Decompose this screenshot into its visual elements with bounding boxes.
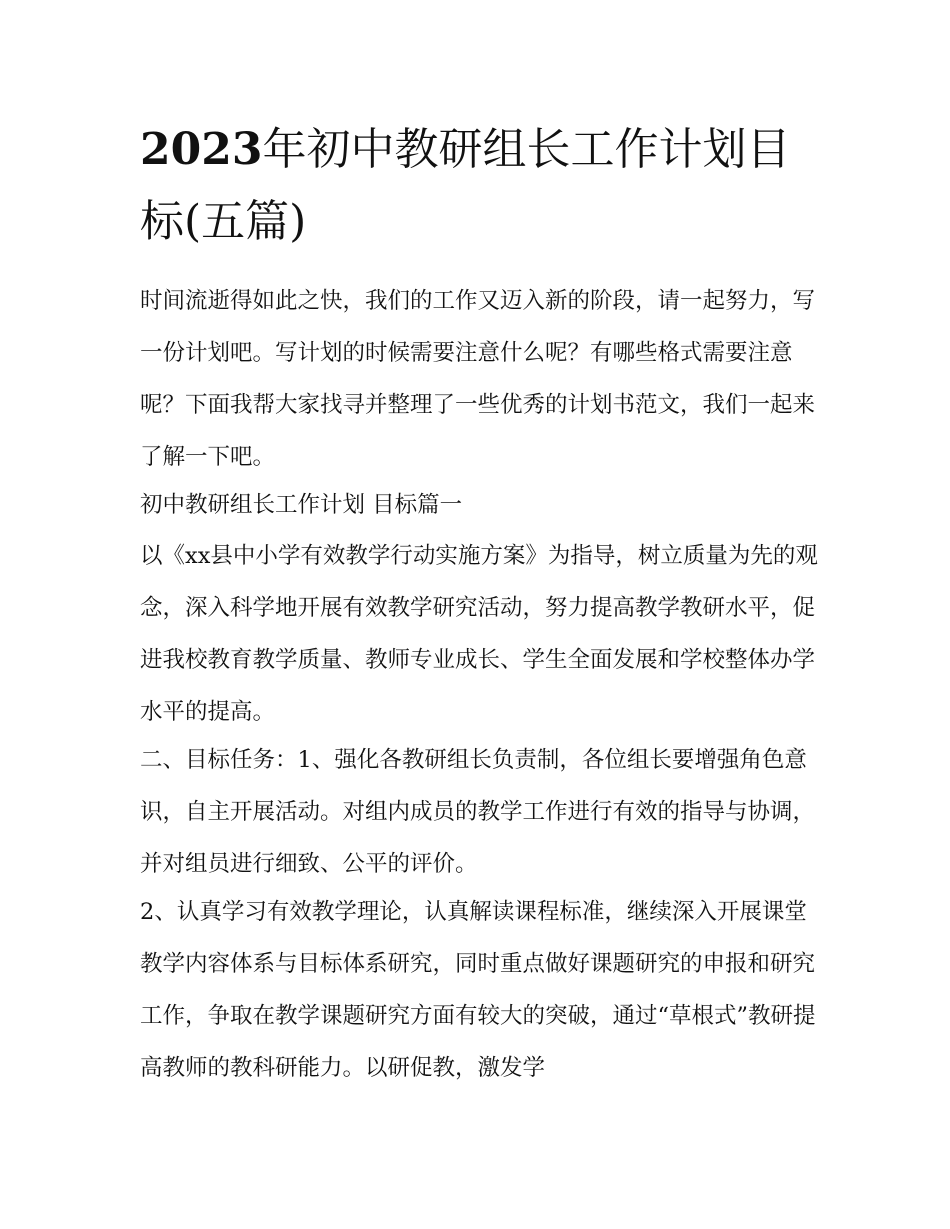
study-paragraph: 2、认真学习有效教学理论，认真解读课程标准，继续深入开展课堂教学内容体系与目标体系研究，同时重点做好课题研究的申报和研究工作，争取在教学课题研究方面有较大的突破，通过“草根式”教研提高教师的教科研能力。以研促教，激发学: [140, 899, 816, 1081]
section-heading: 初中教研组长工作计划 目标篇一: [140, 492, 463, 518]
document-title: [140, 114, 820, 258]
objectives-paragraph: 二、目标任务：1、强化各教研组长负责制，各位组长要增强角色意识，自主开展活动。对组内成员的教学工作进行有效的指导与协调，并对组员进行细致、公平的评价。: [140, 747, 816, 877]
title-year: 2023: [140, 124, 263, 175]
intro-paragraph: 时间流逝得如此之快，我们的工作又迈入新的阶段，请一起努力，写一份计划吧。写计划的时候需要注意什么呢？有哪些格式需要注意呢？下面我帮大家找寻并整理了一些优秀的计划书范文，我们一起来了解一下吧。: [140, 288, 816, 470]
title-text: 年初中教研组长工作计划目标(五篇): [140, 124, 791, 247]
guidance-paragraph: 以《xx县中小学有效教学行动实施方案》为指导，树立质量为先的观念，深入科学地开展有效教学研究活动，努力提高教学教研水平，促进我校教育教学质量、教师专业成长、学生全面发展和学校整体办学水平的提高。: [140, 543, 818, 725]
